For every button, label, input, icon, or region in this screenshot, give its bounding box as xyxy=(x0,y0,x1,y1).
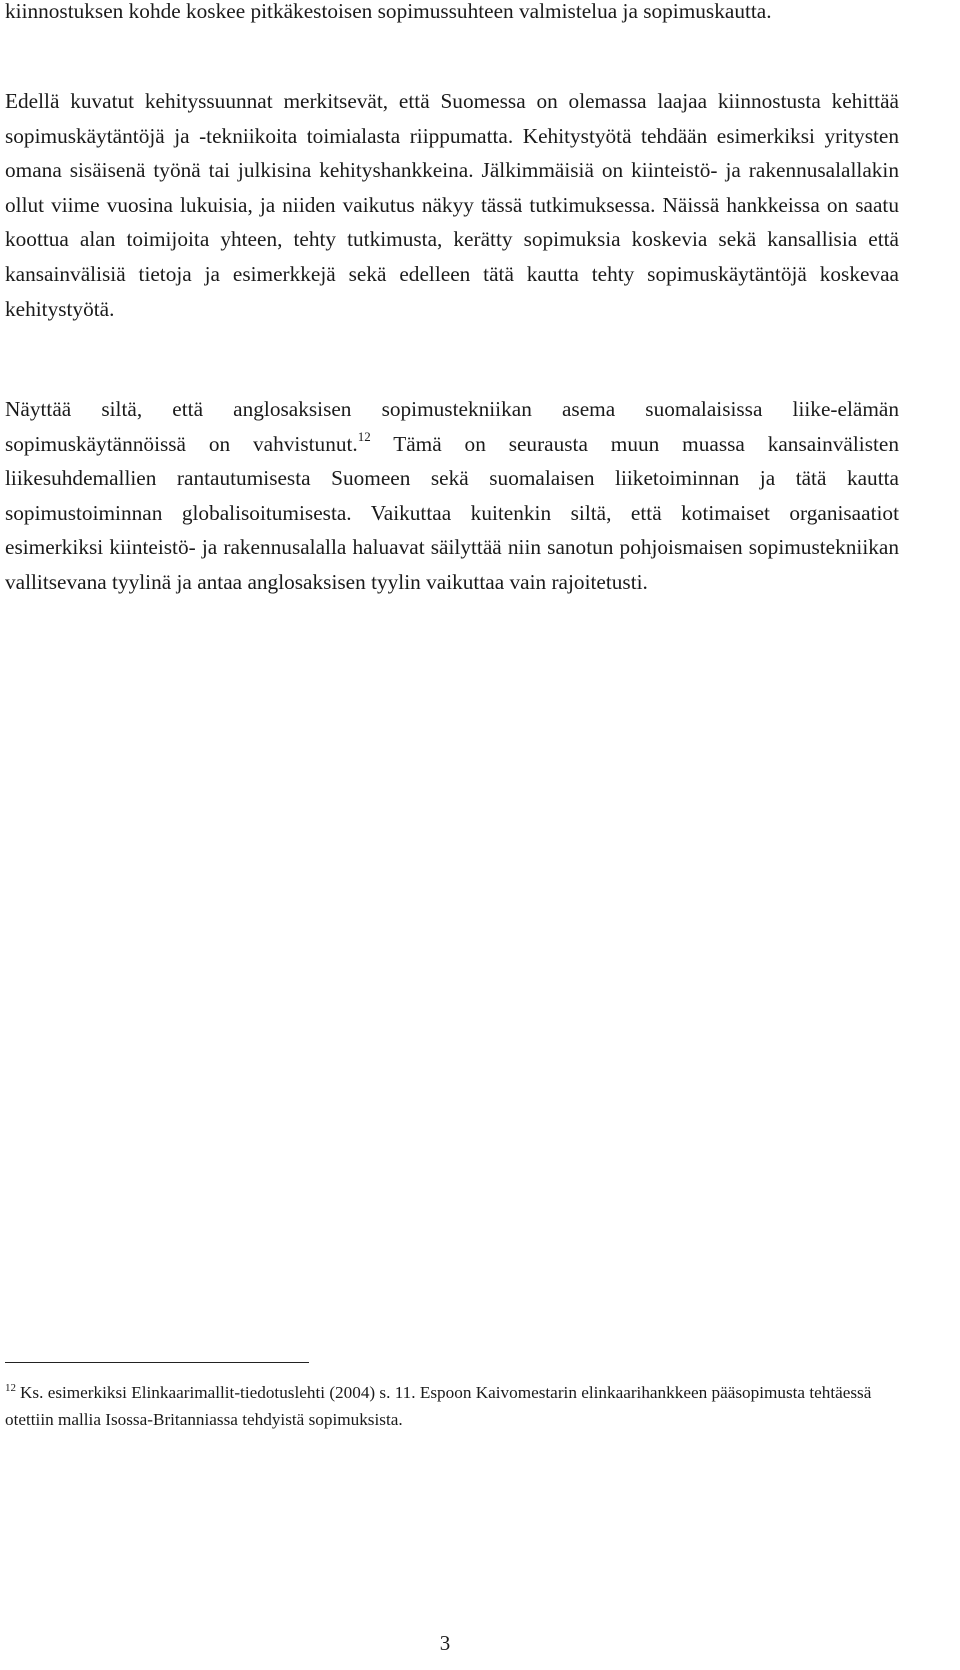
footnote-number: 12 xyxy=(5,1382,16,1395)
paragraph-3-text-start: Näyttää siltä, että anglosaksisen sopimustekniikan asema suomalaisissa liike-elämän sopimuskäytännöissä on vahvistunut. xyxy=(5,397,899,456)
body-paragraph-3 xyxy=(5,392,899,600)
footnote-reference[interactable]: 12 xyxy=(357,428,371,444)
footnote-separator xyxy=(5,1362,309,1363)
footnote-text: Ks. esimerkiksi Elinkaarimallit-tiedotuslehti (2004) s. 11. Espoon Kaivomestarin elinkaarihankkeen pääsopimusta tehtäessä otettiin mallia Isossa-Britanniassa tehdyistä sopimuksista. xyxy=(5,1383,872,1429)
footnote xyxy=(5,1379,899,1433)
paragraph-3-text-end: Tämä on seurausta muun muassa kansainvälisten liikesuhdemallien rantautumisesta Suomeen sekä suomalaisen liiketoiminnan ja tätä kautta sopimustoiminnan globalisoitumisesta. Vaikuttaa kuitenkin siltä, että kotimaiset organisaatiot esimerkiksi kiinteistö- ja rakennusalalla haluavat säilyttää niin sanotun pohjoismaisen sopimustekniikan vallitsevana tyylinä ja antaa anglosaksisen tyylin vaikuttaa vain rajoitetusti. xyxy=(5,431,899,594)
page-number: 3 xyxy=(439,1631,451,1655)
body-paragraph-2: Edellä kuvatut kehityssuunnat merkitsevät, että Suomessa on olemassa laajaa kiinnostusta kehittää sopimuskäytäntöjä ja -tekniikoita toimialasta riippumatta. Kehitystyötä tehdään esimerkiksi yritysten omana sisäisenä työnä tai julkisina kehityshankkeina. Jälkimmäisiä on kiinteistö- ja rakennusalallakin ollut viime vuosina lukuisia, ja niiden vaikutus näkyy tässä tutkimuksessa. Näissä hankkeissa on saatu koottua alan toimijoita yhteen, tehty tutkimusta, kerätty sopimuksia koskevia sekä kansallisia että kansainvälisiä tietoja ja esimerkkejä sekä edelleen tätä kautta tehty sopimuskäytäntöjä koskevaa kehitystyötä. xyxy=(5,89,899,321)
body-paragraph-1: kiinnostuksen kohde koskee pitkäkestoisen sopimussuhteen valmistelua ja sopimuskautta. xyxy=(5,0,772,23)
